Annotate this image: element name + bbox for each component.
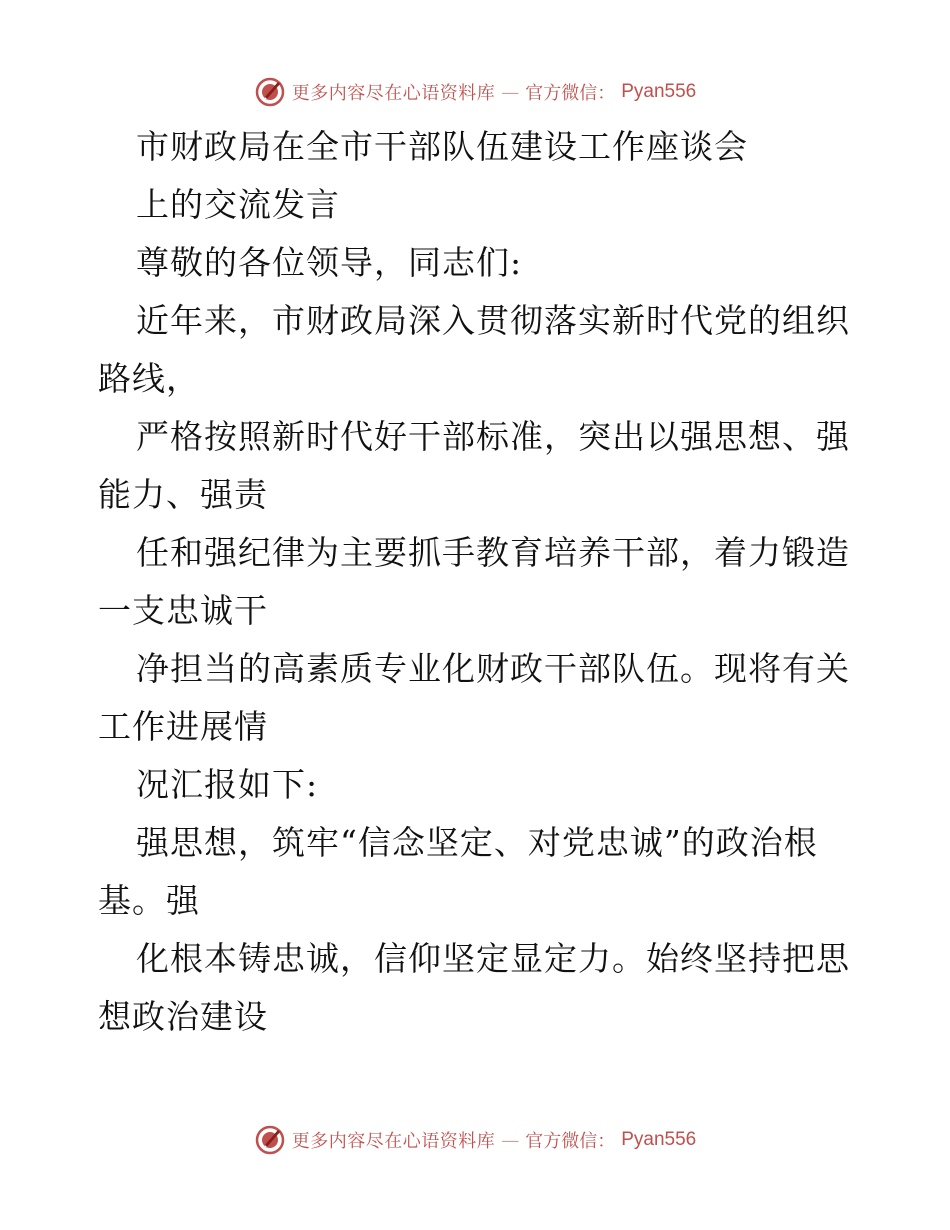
header-dash: — — [501, 81, 520, 103]
salutation: 尊敬的各位领导，同志们: — [136, 243, 523, 282]
paragraph-line: 严格按照新时代好干部标准，突出以强思想、强 — [136, 417, 850, 456]
paragraph-line: 净担当的高素质专业化财政干部队伍。现将有关 — [136, 649, 850, 688]
header-wechat-id: Pyan556 — [621, 81, 697, 102]
paragraph-line: 一支忠诚干 — [98, 591, 268, 630]
paragraph-line: 况汇报如下: — [136, 765, 319, 804]
paragraph-line: 想政治建设 — [98, 997, 268, 1036]
paragraph-line: 近年来，市财政局深入贯彻落实新时代党的组织 — [136, 301, 850, 340]
paragraph-line: 任和强纪律为主要抓手教育培养干部，着力锻造 — [136, 533, 850, 572]
header-banner — [0, 72, 950, 112]
footer-dash: — — [501, 1129, 520, 1151]
document-title-line-2: 上的交流发言 — [136, 185, 340, 224]
paragraph-line: 路线， — [98, 359, 200, 398]
header-site-text: 更多内容尽在心语资料库 — [291, 83, 496, 104]
paragraph-line: 能力、强责 — [98, 475, 268, 514]
quill-pen-logo-icon — [254, 1124, 286, 1156]
footer-wechat-id: Pyan556 — [621, 1129, 697, 1150]
header-wechat-label: 官方微信： — [525, 83, 616, 104]
paragraph-line: 化根本铸忠诚，信仰坚定显定力。始终坚持把思 — [136, 939, 850, 978]
document-body — [98, 118, 858, 1046]
section-heading-line: 强思想，筑牢“信念坚定、对党忠诚”的政治根 — [136, 823, 818, 862]
paragraph-line: 工作进展情 — [98, 707, 268, 746]
footer-banner — [0, 1120, 950, 1160]
quill-pen-logo-icon — [254, 76, 286, 108]
footer-wechat-label: 官方微信： — [525, 1131, 616, 1152]
document-title-line-1: 市财政局在全市干部队伍建设工作座谈会 — [136, 127, 748, 166]
section-heading-line: 基。强 — [98, 881, 200, 920]
footer-site-text: 更多内容尽在心语资料库 — [291, 1131, 496, 1152]
